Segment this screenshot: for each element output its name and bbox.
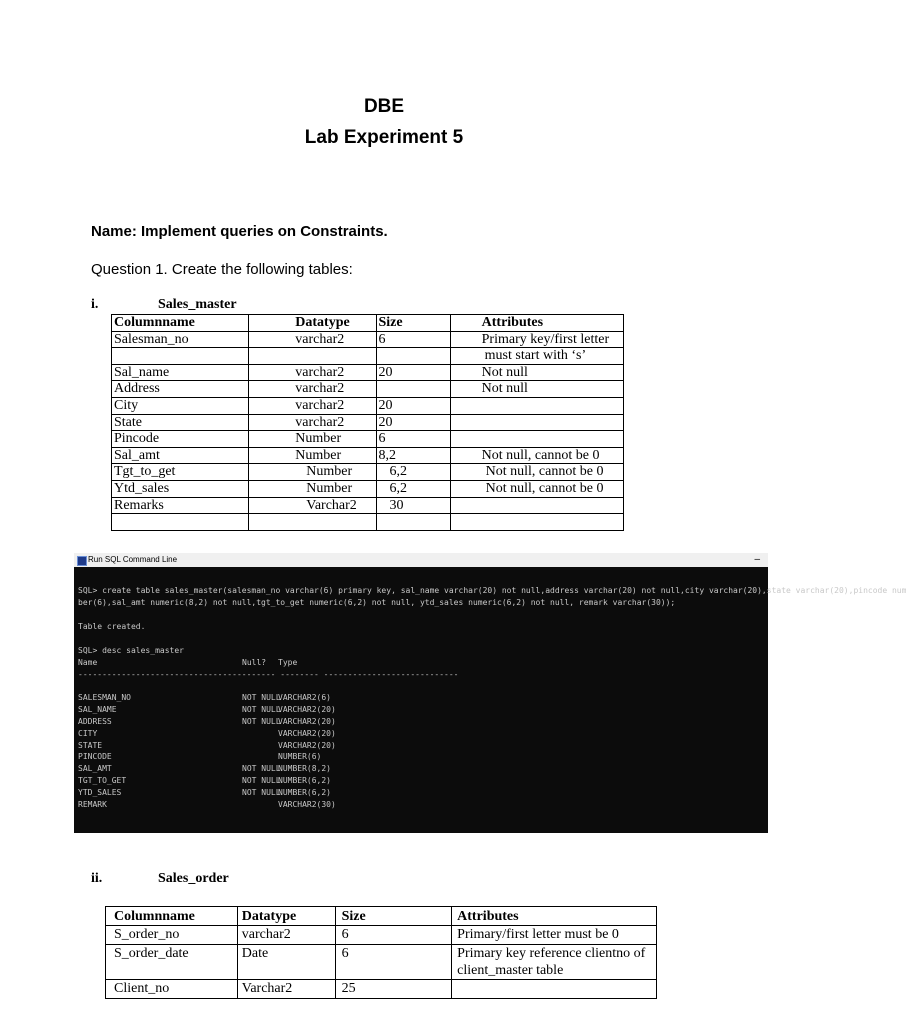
desc-row [78, 692, 768, 704]
desc-cell: SAL_AMT [78, 764, 112, 774]
desc-cell: VARCHAR2(6) [278, 693, 331, 703]
terminal-line: SQL> create table sales_master(salesman_no varchar(6) primary key, sal_name varchar(20) not null,address varchar(20) not null,city varchar(20),state varchar(20),pincode num [78, 586, 906, 595]
desc-cell: NUMBER(8,2) [278, 764, 331, 774]
desc-cell: TGT_TO_GET [78, 775, 127, 785]
table-cell: varchar2 [249, 414, 376, 431]
table-cell [450, 514, 623, 531]
sales-order-table [105, 906, 657, 999]
table-cell: S_order_date [106, 945, 238, 980]
table-row [112, 364, 624, 381]
table-row [112, 497, 624, 514]
experiment-name: Name: Implement queries on Constraints. [91, 223, 388, 240]
sales-master-table [111, 314, 624, 531]
terminal-line [78, 633, 768, 645]
section-number: ii. [91, 871, 103, 886]
table-cell: Primary/first letter must be 0 [452, 926, 657, 945]
desc-cell: NUMBER(6,2) [278, 787, 331, 797]
desc-header-cell: Name [78, 658, 98, 667]
table-row [112, 464, 624, 481]
table-cell: 6,2 [376, 464, 450, 481]
table-row [112, 381, 624, 398]
table-row [106, 945, 657, 980]
table-cell: 20 [376, 414, 450, 431]
desc-row [78, 728, 768, 740]
desc-cell: VARCHAR2(20) [278, 728, 336, 738]
table-cell [249, 348, 376, 365]
table-cell: Varchar2 [249, 497, 376, 514]
table-cell: 25 [335, 980, 452, 999]
desc-cell: STATE [78, 740, 103, 750]
desc-cell: ADDRESS [78, 716, 112, 726]
column-header: Attributes [450, 315, 623, 332]
table-cell: Pincode [112, 431, 249, 448]
table-row [112, 480, 624, 497]
table-row [112, 397, 624, 414]
terminal-line: Table created. [78, 622, 146, 631]
desc-cell: VARCHAR2(20) [278, 716, 336, 726]
desc-row [78, 799, 768, 811]
desc-cell: SALESMAN_NO [78, 693, 131, 703]
terminal-title: Run SQL Command Line [88, 555, 178, 564]
column-header: Datatype [249, 315, 376, 332]
desc-cell: NOT NULL [242, 693, 281, 703]
table-cell: varchar2 [249, 364, 376, 381]
desc-cell: YTD_SALES [78, 787, 122, 797]
desc-row [78, 787, 768, 799]
desc-cell: NOT NULL [242, 787, 281, 797]
desc-row [78, 763, 768, 775]
table-cell: City [112, 397, 249, 414]
section-name: Sales_order [158, 871, 229, 886]
terminal-titlebar [74, 553, 768, 567]
table-cell [249, 514, 376, 531]
desc-cell: REMARK [78, 799, 107, 809]
table-row [106, 926, 657, 945]
table-cell: Number [249, 447, 376, 464]
desc-cell: VARCHAR2(20) [278, 740, 336, 750]
table-cell: Ytd_sales [112, 480, 249, 497]
minimize-icon: – [754, 554, 760, 565]
table-cell: Not null [450, 364, 623, 381]
table-cell: Tgt_to_get [112, 464, 249, 481]
table-cell: Varchar2 [237, 980, 335, 999]
table-cell [112, 348, 249, 365]
table-cell [450, 497, 623, 514]
table-cell [376, 348, 450, 365]
table-header-row [106, 907, 657, 926]
desc-header [78, 657, 768, 669]
column-header: Size [376, 315, 450, 332]
desc-cell: CITY [78, 728, 98, 738]
desc-cell: NOT NULL [242, 775, 281, 785]
terminal-line [78, 609, 768, 621]
desc-header-cell: Type [278, 658, 298, 667]
terminal-output [74, 567, 906, 810]
table-header-row [112, 315, 624, 332]
column-header: Columnname [112, 315, 249, 332]
table-cell [450, 431, 623, 448]
table-cell: 6,2 [376, 480, 450, 497]
table-row [106, 980, 657, 999]
table-cell [112, 514, 249, 531]
table-cell [450, 397, 623, 414]
table-cell [376, 381, 450, 398]
table-row [112, 447, 624, 464]
desc-cell: NOT NULL [242, 705, 281, 715]
sql-terminal-screenshot [74, 553, 906, 833]
table-cell: S_order_no [106, 926, 238, 945]
table-cell: Address [112, 381, 249, 398]
table-cell: 6 [335, 945, 452, 980]
table-cell: Number [249, 464, 376, 481]
section-number: i. [91, 297, 99, 312]
table-cell: 30 [376, 497, 450, 514]
desc-header-cell: Null? [242, 658, 267, 667]
table-cell: Number [249, 431, 376, 448]
table-cell: Not null [450, 381, 623, 398]
column-header: Size [335, 907, 452, 926]
table-cell: must start with ‘s’ [450, 348, 623, 365]
terminal-icon [77, 556, 87, 566]
table-cell: Primary key/first letter [450, 331, 623, 348]
terminal-line: SQL> desc sales_master [78, 646, 184, 655]
desc-cell: VARCHAR2(20) [278, 705, 336, 715]
column-header: Columnname [106, 907, 238, 926]
table-cell: 6 [376, 331, 450, 348]
desc-cell: VARCHAR2(30) [278, 799, 336, 809]
table-cell: Salesman_no [112, 331, 249, 348]
table-cell: varchar2 [249, 397, 376, 414]
table-cell: Sal_name [112, 364, 249, 381]
table-cell [376, 514, 450, 531]
table-cell: Number [249, 480, 376, 497]
column-header: Datatype [237, 907, 335, 926]
desc-cell: NOT NULL [242, 716, 281, 726]
column-header: Attributes [452, 907, 657, 926]
table-cell: Remarks [112, 497, 249, 514]
document-title: DBE [363, 96, 405, 117]
desc-row [78, 775, 768, 787]
table-cell: varchar2 [249, 381, 376, 398]
desc-cell: NOT NULL [242, 764, 281, 774]
table-cell: 6 [376, 431, 450, 448]
desc-cell: PINCODE [78, 752, 112, 762]
document-subtitle: Lab Experiment 5 [304, 127, 464, 148]
table-cell: 20 [376, 364, 450, 381]
desc-cell: NUMBER(6,2) [278, 775, 331, 785]
desc-cell: SAL_NAME [78, 705, 117, 715]
table-row [112, 414, 624, 431]
section-name: Sales_master [158, 297, 237, 312]
table-cell: State [112, 414, 249, 431]
table-cell [452, 980, 657, 999]
question-text: Question 1. Create the following tables: [91, 261, 353, 278]
table-row [112, 431, 624, 448]
table-row [112, 348, 624, 365]
terminal-line: ber(6),sal_amt numeric(8,2) not null,tgt_to_get numeric(6,2) not null, ytd_sales numeric(6,2) not null, remark varchar(30)); [78, 598, 676, 607]
desc-row [78, 751, 768, 763]
table-cell: varchar2 [237, 926, 335, 945]
desc-cell: NUMBER(6) [278, 752, 322, 762]
table-cell: 6 [335, 926, 452, 945]
table-cell: 8,2 [376, 447, 450, 464]
table-cell: varchar2 [249, 331, 376, 348]
desc-row [78, 716, 768, 728]
desc-row [78, 740, 768, 752]
table-cell: Date [237, 945, 335, 980]
table-cell: Not null, cannot be 0 [450, 464, 623, 481]
table-cell: Sal_amt [112, 447, 249, 464]
desc-row [78, 704, 768, 716]
table-cell: Not null, cannot be 0 [450, 447, 623, 464]
table-cell: 20 [376, 397, 450, 414]
table-row [112, 514, 624, 531]
table-cell: Primary key reference clientno of client_master table [452, 945, 657, 980]
desc-separator: ----------------------------------------- -------- ---------------------------- [78, 669, 459, 679]
table-cell: Not null, cannot be 0 [450, 480, 623, 497]
table-cell [450, 414, 623, 431]
table-row [112, 331, 624, 348]
table-cell: Client_no [106, 980, 238, 999]
